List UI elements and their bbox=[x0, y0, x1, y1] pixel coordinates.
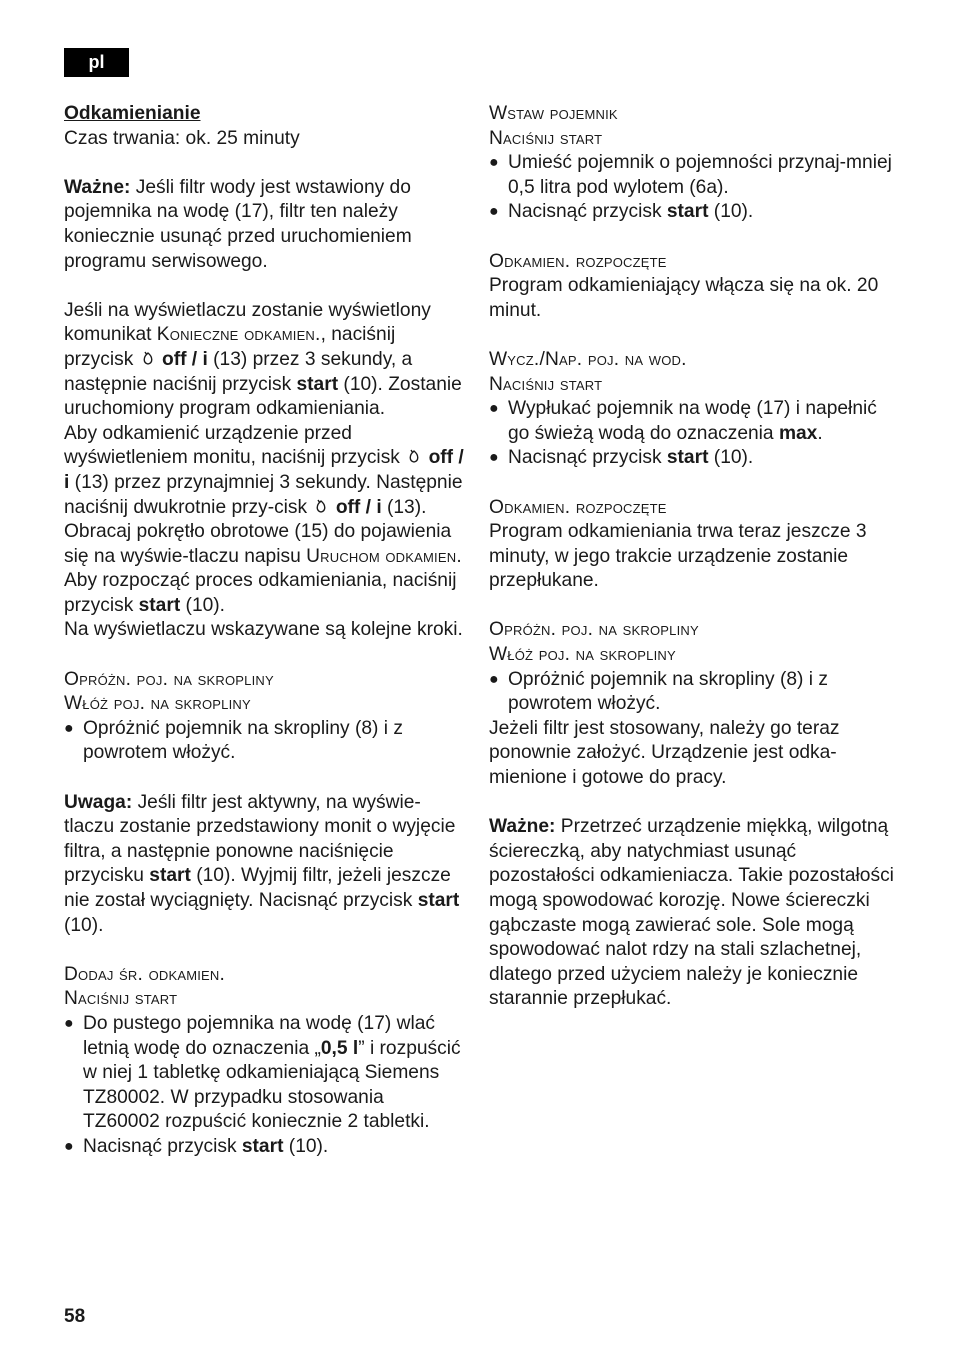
display-message: Dodaj śr. odkamien. bbox=[64, 963, 226, 985]
duration-text: Czas trwania: ok. 25 minuty bbox=[64, 127, 300, 149]
section-title: Odkamienianie bbox=[64, 103, 201, 124]
list-item: ● Umieść pojemnik o pojemności przynaj-mniej 0,5 litra pod wylotem (6a). bbox=[489, 151, 899, 200]
list-item: ● Opróżnić pojemnik na skropliny (8) i z powrotem włożyć. bbox=[64, 717, 464, 766]
power-eco-icon bbox=[405, 447, 423, 465]
list-item: ● Nacisnąć przycisk start (10). bbox=[64, 1135, 464, 1160]
display-message: Naciśnij start bbox=[489, 373, 603, 395]
power-eco-icon bbox=[139, 349, 157, 367]
instructions-paragraph-1: Jeśli na wyświetlaczu zostanie wyświetlony komunikat Konieczne odkamien., naciśnij przycisk off / i (13) przez 3 sekundy, a następnie naciśnij przycisk start (10). Zostanie uruchomiony program odkamieniania. bbox=[64, 299, 462, 420]
display-message: Włóż poj. na skropliny bbox=[64, 693, 251, 715]
important-note: Ważne: Przetrzeć urządzenie miękką, wilgotną ściereczką, aby natychmiast usunąć pozostałości odkamieniacza. Takie pozostałości mogą spowodować korozję. Nowe ściereczki gąbczaste mogą zawierać sole. Sole mogą spowodować nalot rdzy na stali szlachetnej, dlatego przed użyciem należy je koniecznie starannie przepłukać. bbox=[489, 816, 894, 1010]
display-message: Odkamien. rozpoczęte bbox=[489, 250, 667, 272]
right-column bbox=[489, 102, 899, 1012]
important-note: Ważne: Jeśli filtr wody jest wstawiony do pojemnika na wodę (17), filtr ten należy koniecznie usunąć przed uruchomieniem programu serwisowego. bbox=[64, 176, 412, 272]
list-item: ● Do pustego pojemnika na wodę (17) wlać letnią wodę do oznaczenia „0,5 l” i rozpuścić w niej 1 tabletkę odkamieniającą Siemens TZ80002. W przypadku stosowania TZ60002 rozpuścić koniecznie 2 tabletki. bbox=[64, 1012, 464, 1135]
body-paragraph: Jeżeli filtr jest stosowany, należy go teraz ponownie założyć. Urządzenie jest odka-mienione i gotowe do pracy. bbox=[489, 717, 840, 789]
display-message: Naciśnij start bbox=[64, 988, 178, 1010]
body-paragraph: Program odkamieniający włącza się na ok. 20 minut. bbox=[489, 275, 879, 321]
display-message: Opróżn. poj. na skropliny bbox=[489, 619, 699, 641]
body-paragraph: Program odkamieniania trwa teraz jeszcze 3 minuty, w jego trakcie urządzenie zostanie przepłukane. bbox=[489, 521, 867, 592]
display-message: Naciśnij start bbox=[489, 127, 603, 149]
display-message: Włóż poj. na skropliny bbox=[489, 644, 676, 666]
display-message: Wstaw pojemnik bbox=[489, 103, 618, 124]
language-tab: pl bbox=[64, 48, 129, 77]
list-item: ● Nacisnąć przycisk start (10). bbox=[489, 446, 899, 471]
instructions-paragraph-3: Na wyświetlaczu wskazywane są kolejne kroki. bbox=[64, 619, 463, 641]
warning-note: Uwaga: Jeśli filtr jest aktywny, na wyświe-tlaczu zostanie przedstawiony monit o wyjęcie filtra, a następnie ponowne naciśnięcie przycisku start (10). Wyjmij filtr, jeżeli jeszcze nie został wyciągnięty. Nacisnąć przycisk start (10). bbox=[64, 791, 460, 936]
power-eco-icon bbox=[312, 497, 330, 515]
list-item: ● Nacisnąć przycisk start (10). bbox=[489, 200, 899, 225]
display-message: Opróżn. poj. na skropliny bbox=[64, 668, 274, 690]
instructions-paragraph-2: Aby odkamienić urządzenie przed wyświetleniem monitu, naciśnij przycisk off / i (13) przez przynajmniej 3 sekundy. Następnie naciśnij dwukrotnie przy-cisk off / i (13). Obracaj pokrętło obrotowe (15) do pojawienia się na wyświe-tlaczu napisu Uruchom odkamien. Aby rozpocząć proces odkamieniania, naciśnij przycisk start (10). bbox=[64, 422, 464, 616]
display-message: Odkamien. rozpoczęte bbox=[489, 496, 667, 518]
left-column bbox=[64, 102, 464, 1160]
list-item: ● Opróżnić pojemnik na skropliny (8) i z powrotem włożyć. bbox=[489, 668, 899, 717]
page-number: 58 bbox=[64, 1306, 86, 1327]
display-message: Wycz./Nap. poj. na wod. bbox=[489, 348, 687, 370]
list-item: ● Wypłukać pojemnik na wodę (17) i napełnić go świeżą wodą do oznaczenia max. bbox=[489, 397, 899, 446]
